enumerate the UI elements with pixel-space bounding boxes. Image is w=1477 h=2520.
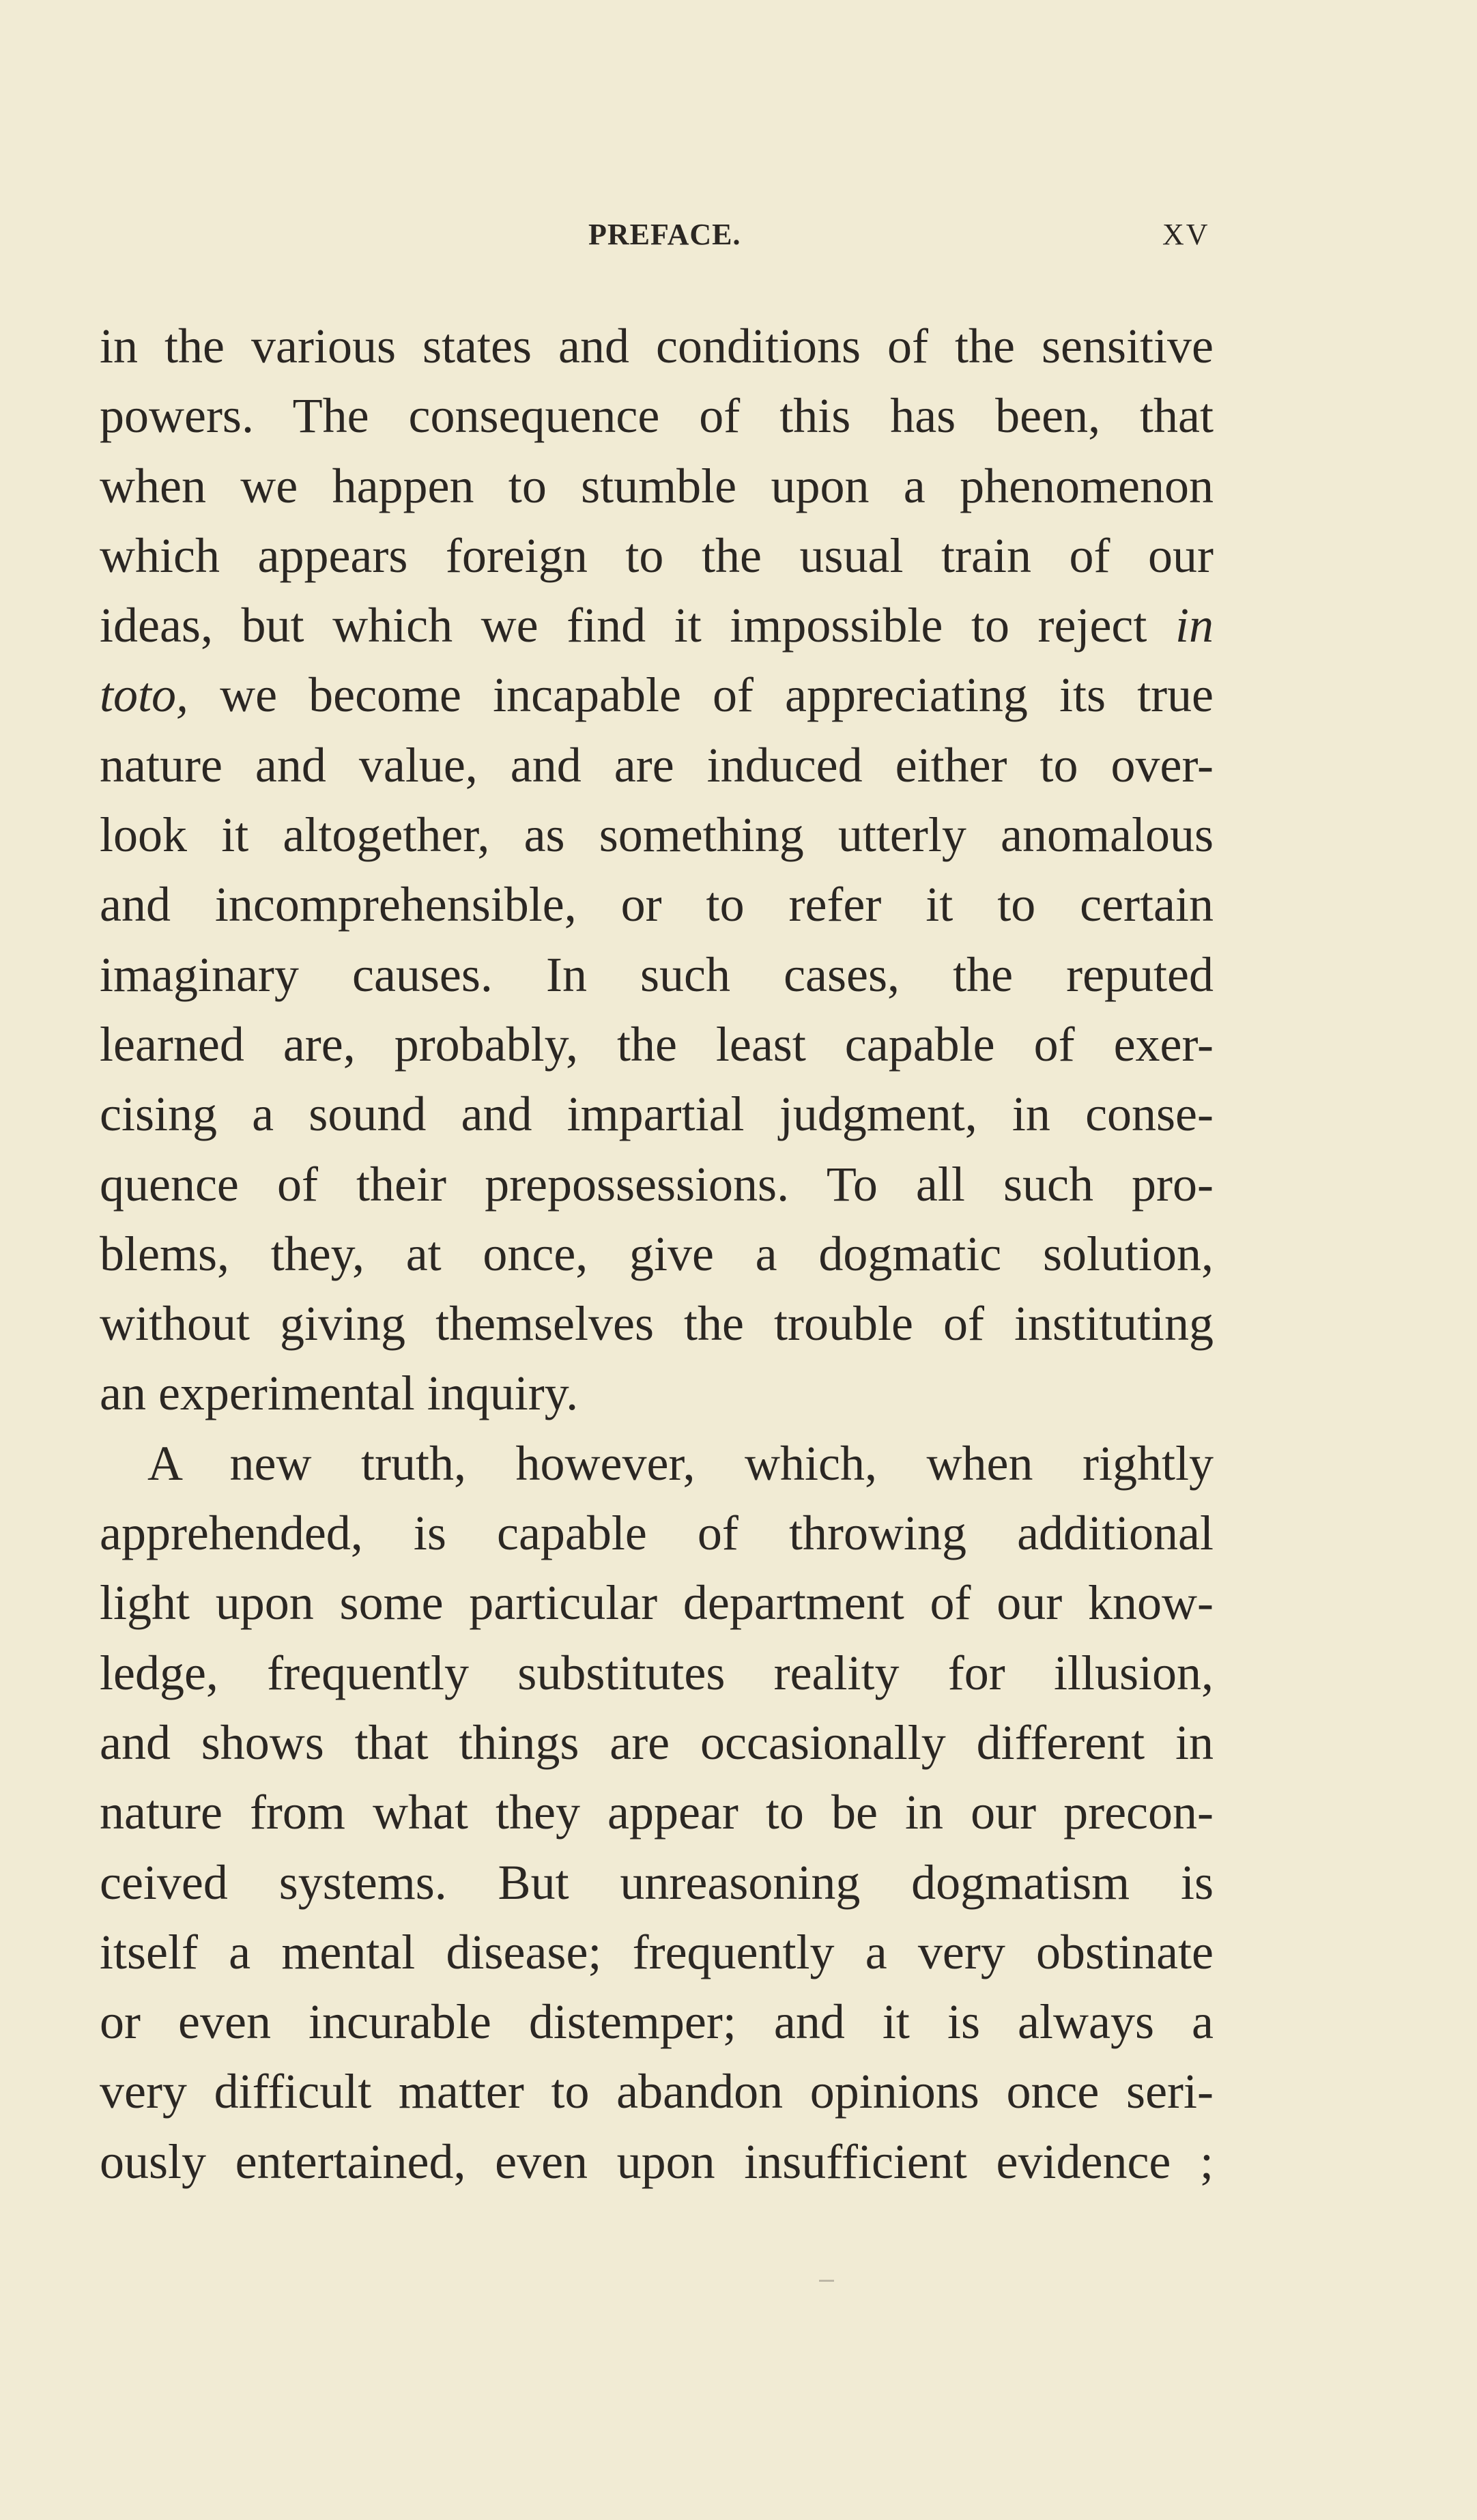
text-line	[100, 521, 1214, 590]
line-text: ously entertained, even upon insufficient evidence ;	[100, 2134, 1214, 2189]
line-text: A new truth, however, which, when rightly	[147, 1435, 1214, 1491]
line-text: cising a sound and impartial judgment, in conse-	[100, 1087, 1214, 1142]
text-line	[100, 1289, 1214, 1358]
line-text: powers. The consequence of this has been, that	[100, 388, 1214, 444]
text-line	[100, 1010, 1214, 1079]
line-text: and incomprehensible, or to refer it to certain	[100, 877, 1214, 932]
text-line	[100, 870, 1214, 939]
text-line	[100, 1498, 1214, 1568]
line-text: learned are, probably, the least capable of exer-	[100, 1016, 1214, 1072]
text-line	[100, 590, 1214, 660]
line-text: nature and value, and are induced either to over-	[100, 737, 1214, 792]
text-line	[100, 1917, 1214, 1987]
text-line	[100, 730, 1214, 800]
line-text: apprehended, is capable of throwing additional	[100, 1506, 1214, 1561]
line-text: without giving themselves the trouble of instituting	[100, 1296, 1214, 1351]
text-line	[100, 1848, 1214, 1917]
text-line	[100, 1219, 1214, 1289]
line-text: imaginary causes. In such cases, the reputed	[100, 947, 1214, 1002]
line-text: nature from what they appear to be in our precon-	[100, 1785, 1214, 1840]
line-text: itself a mental disease; frequently a very obstinate	[100, 1924, 1214, 1979]
line-text: blems, they, at once, give a dogmatic solution,	[100, 1226, 1214, 1281]
line-text: an experimental inquiry.	[100, 1366, 579, 1421]
text-line	[100, 311, 1214, 381]
line-text: ceived systems. But unreasoning dogmatism is	[100, 1855, 1214, 1910]
text-line	[100, 1568, 1214, 1637]
line-text: look it altogether, as something utterly anomalous	[100, 807, 1214, 863]
italic-text: in	[1175, 598, 1214, 653]
text-line	[100, 1708, 1214, 1777]
line-text: or even incurable distemper; and it is always a	[100, 1994, 1214, 2050]
text-line	[100, 381, 1214, 450]
line-text: which appears foreign to the usual train of our	[100, 528, 1214, 583]
text-line	[100, 1638, 1214, 1708]
text-line	[100, 660, 1214, 730]
text-line	[100, 1429, 1214, 1498]
line-text: we become incapable of appreciating its true	[188, 668, 1214, 723]
running-title: PREFACE.	[588, 218, 741, 251]
text-line	[100, 2127, 1214, 2196]
line-text: when we happen to stumble upon a phenomenon	[100, 458, 1214, 513]
text-line	[100, 940, 1214, 1010]
text-line	[100, 2057, 1214, 2126]
line-text: in the various states and conditions of the sensitive	[100, 319, 1214, 373]
text-line	[100, 1149, 1214, 1219]
text-line	[100, 1777, 1214, 1847]
line-text: ledge, frequently substitutes reality for illusion,	[100, 1645, 1214, 1700]
line-text: very difficult matter to abandon opinions once seri-	[100, 2064, 1214, 2119]
body-text	[100, 311, 1214, 2196]
italic-text: toto,	[100, 668, 189, 723]
page-number: XV	[1162, 218, 1210, 251]
text-line	[100, 451, 1214, 521]
text-line	[100, 1079, 1214, 1149]
running-head	[0, 217, 1477, 258]
text-line	[100, 1987, 1214, 2057]
text-line	[100, 800, 1214, 870]
paper-speck	[819, 2280, 834, 2282]
line-text: quence of their prepossessions. To all such pro-	[100, 1156, 1214, 1212]
line-text: light upon some particular department of our know-	[100, 1575, 1214, 1631]
line-text: ideas, but which we find it impossible to reject	[100, 598, 1175, 653]
text-line	[100, 1358, 1214, 1428]
line-text: and shows that things are occasionally different in	[100, 1715, 1214, 1770]
